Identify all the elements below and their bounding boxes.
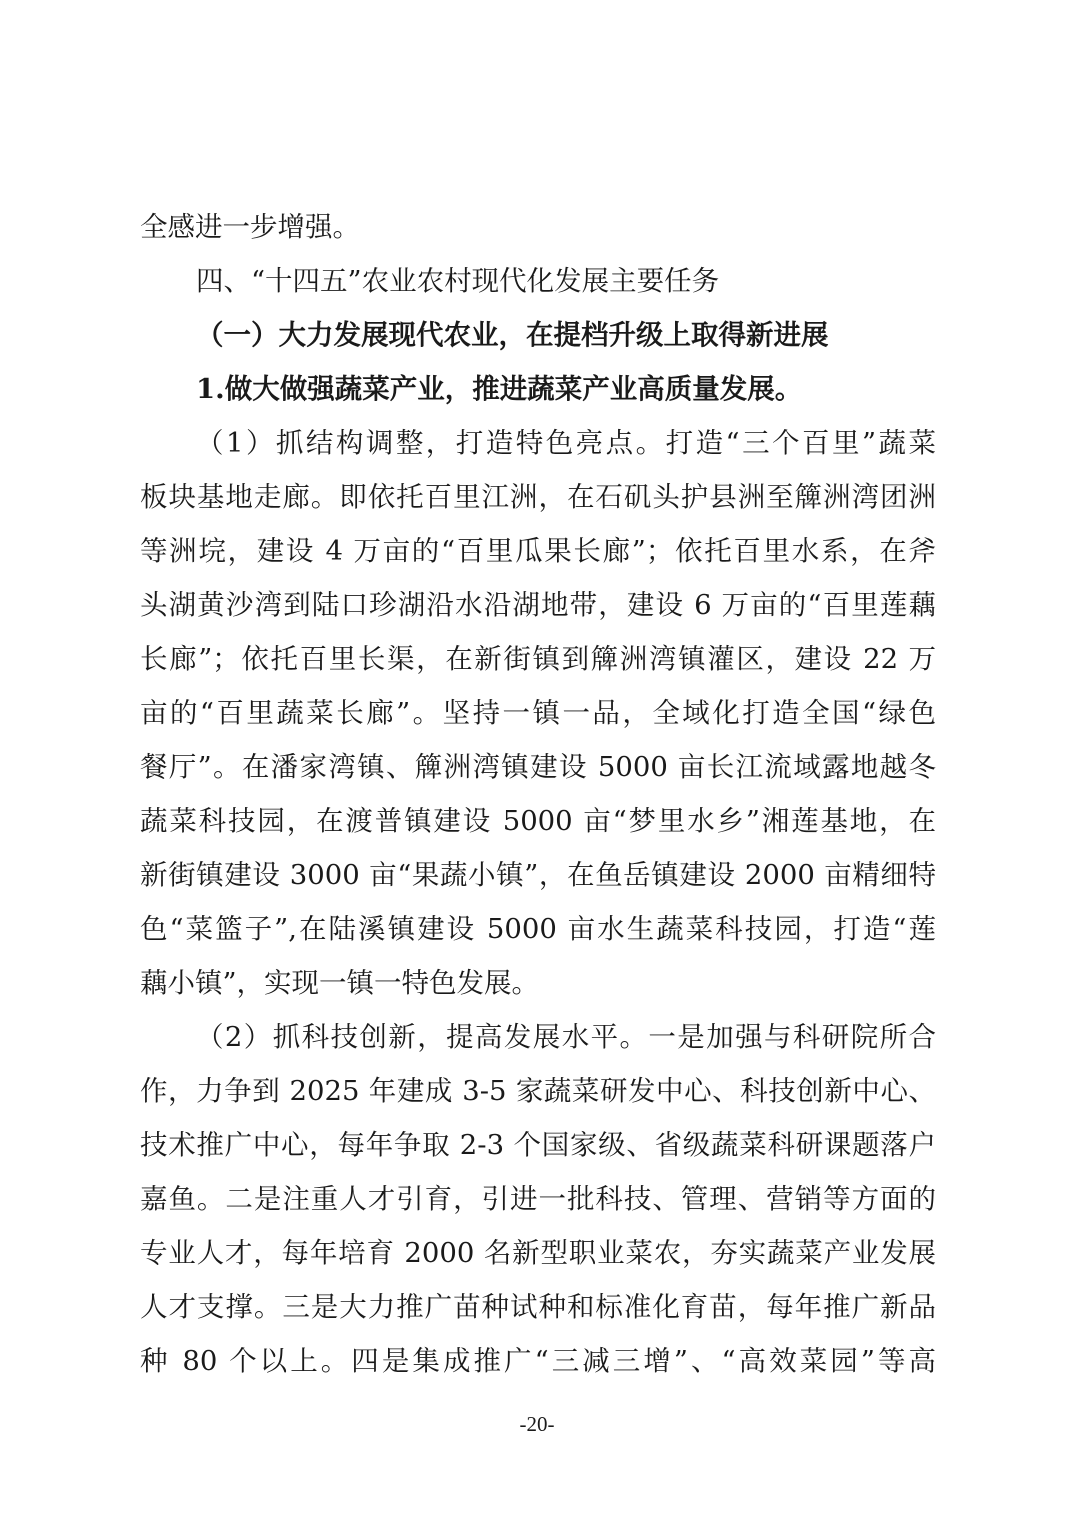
paragraph-line: 作，力争到 2025 年建成 3-5 家蔬菜研发中心、科技创新中心、 [140, 1075, 936, 1107]
paragraph-line: 专业人才，每年培育 2000 名新型职业菜农，夯实蔬菜产业发展 [140, 1237, 936, 1269]
item-heading: 1.做大做强蔬菜产业，推进蔬菜产业高质量发展。 [196, 373, 803, 405]
paragraph-line: 色“菜篮子”,在陆溪镇建设 5000 亩水生蔬菜科技园，打造“莲 [140, 913, 936, 945]
paragraph-line: （1）抓结构调整，打造特色亮点。打造“三个百里”蔬菜 [196, 427, 936, 459]
paragraph-line: 长廊”；依托百里长渠，在新街镇到簰洲湾镇灌区，建设 22 万 [140, 643, 936, 675]
section-heading: 四、“十四五”农业农村现代化发展主要任务 [196, 265, 720, 297]
paragraph-line: 人才支撑。三是大力推广苗种试种和标准化育苗，每年推广新品 [140, 1291, 936, 1323]
paragraph-line: 技术推广中心，每年争取 2-3 个国家级、省级蔬菜科研课题落户 [140, 1129, 936, 1161]
paragraph-line: 藕小镇”，实现一镇一特色发展。 [140, 967, 540, 999]
paragraph-line: 亩的“百里蔬菜长廊”。坚持一镇一品，全域化打造全国“绿色 [140, 697, 936, 729]
paragraph-line: 嘉鱼。二是注重人才引育，引进一批科技、管理、营销等方面的 [140, 1183, 936, 1215]
paragraph-continuation-line: 全感进一步增强。 [140, 211, 360, 243]
paragraph-line: （2）抓科技创新，提高发展水平。一是加强与科研院所合 [196, 1021, 936, 1053]
paragraph-line: 等洲垸，建设 4 万亩的“百里瓜果长廊”；依托百里水系，在斧 [140, 535, 936, 567]
paragraph-line: 种 80 个以上。四是集成推广“三减三增”、“高效菜园”等高 [140, 1345, 936, 1377]
page-number: -20- [519, 1412, 555, 1436]
paragraph-line: 蔬菜科技园，在渡普镇建设 5000 亩“梦里水乡”湘莲基地，在 [140, 805, 936, 837]
paragraph-line: 头湖黄沙湾到陆口珍湖沿水沿湖地带，建设 6 万亩的“百里莲藕 [140, 589, 936, 621]
paragraph-line: 新街镇建设 3000 亩“果蔬小镇”，在鱼岳镇建设 2000 亩精细特 [140, 859, 936, 891]
paragraph-line: 板块基地走廊。即依托百里江洲，在石矶头护县洲至簰洲湾团洲 [140, 481, 936, 513]
paragraph-line: 餐厅”。在潘家湾镇、簰洲湾镇建设 5000 亩长江流域露地越冬 [140, 751, 936, 783]
subsection-heading: （一）大力发展现代农业，在提档升级上取得新进展 [196, 319, 829, 351]
